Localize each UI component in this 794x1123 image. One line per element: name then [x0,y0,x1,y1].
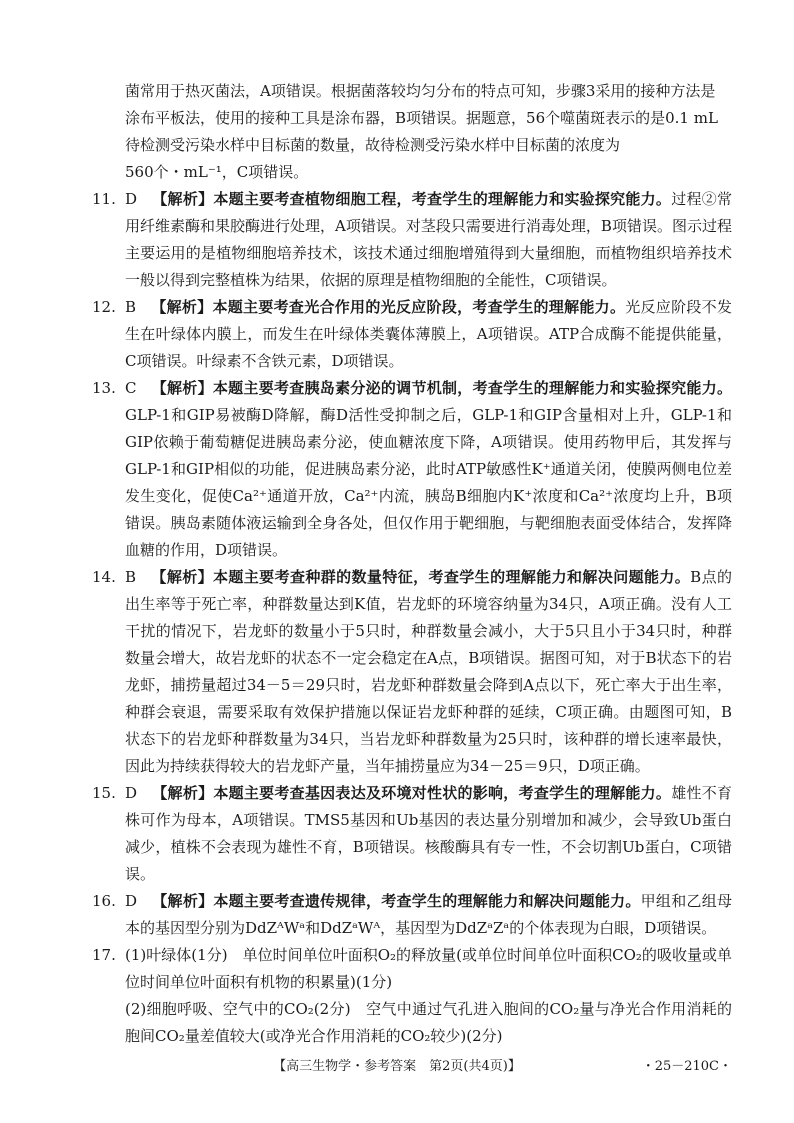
analysis-focus: 本题主要考查植物细胞工程，考查学生的理解能力和实验探究能力。 [213,190,672,208]
analysis-focus: 本题主要考查基因表达及环境对性状的影响，考查学生的理解能力。 [213,784,672,802]
sub-answer-1: (1)叶绿体(1分) 单位时间单位叶面积O₂的释放量(或单位时间单位叶面积CO₂的吸收量或单位时间单位叶面积有机物的积累量)(1分) [125,946,732,991]
text-line: 菌常用于热灭菌法，A项错误。根据菌落较均匀分布的特点可知，步骤3采用的接种方法是 [125,82,716,100]
answer-17 [92,942,732,1050]
answer-16 [92,888,732,942]
analysis-body: 过程②常用纤维素酶和果胶酶进行处理，A项错误。对茎段只需要进行消毒处理，B项错误。图示过程主要运用的是植物细胞培养技术，该技术通过细胞增殖得到大量细胞，而植物组织培养技术一般以得到完整植株为结果，依据的原理是植物细胞的全能性，C项错误。 [125,190,732,289]
answer-letter: D [125,892,138,910]
answer-12 [92,294,732,375]
analysis-focus: 本题主要考查胰岛素分泌的调节机制，考查学生的理解能力和实验探究能力。 [212,379,732,397]
analysis-body: GLP-1和GIP易被酶D降解，酶D活性受抑制之后，GLP-1和GIP含量相对上升，GLP-1和GIP依赖于葡萄糖促进胰岛素分泌，使血糖浓度下降，A项错误。使用药物甲后，其发挥与GLP-1和GIP相似的功能，促进胰岛素分泌，此时ATP敏感性K⁺通道关闭，使膜两侧电位差发生变化，促使Ca²⁺通道开放，Ca²⁺内流，胰岛B细胞内K⁺浓度和Ca²⁺浓度均上升，B项错误。胰岛素随体液运输到全身各处，但仅作用于靶细胞，与靶细胞表面受体结合，发挥降血糖的作用，D项错误。 [125,406,732,559]
analysis-focus: 本题主要考查遗传规律，考查学生的理解能力和解决问题能力。 [213,892,641,910]
sub-answer-2: (2)细胞呼吸、空气中的CO₂(2分) 空气中通过气孔进入胞间的CO₂量与净光合作用消耗的胞间CO₂量差值较大(或净光合作用消耗的CO₂较少)(2分) [125,1000,732,1045]
analysis-focus: 本题主要考查光合作用的光反应阶段，考查学生的理解能力。 [212,298,626,316]
continued-answer [92,78,732,186]
answer-letter: B [125,568,137,586]
analysis-body: 甲组和乙组母本的基因型分别为DdZᴬWᵃ和DdZᵃWᴬ，基因型为DdZᵃZᵃ的个体表现为白眼，D项错误。 [125,892,732,937]
footer-code: ・25－210C・ [641,1059,732,1074]
answer-letter: C [125,379,137,397]
text-line: 涂布平板法，使用的接种工具是涂布器，B项错误。据题意，56个噬菌斑表示的是0.1 mL [125,109,718,127]
answer-15 [92,780,732,888]
question-number: 16. [92,892,116,910]
question-number: 15. [92,784,116,802]
question-number: 12. [92,298,116,316]
question-number: 13. [92,379,116,397]
analysis-label: 【解析】 [152,784,214,802]
analysis-body: B点的出生率等于死亡率，种群数量达到K值，岩龙虾的环境容纳量为34只，A项正确。没有人工干扰的情况下，岩龙虾的数量小于5只时，种群数量会减小，大于5只且小于34只时，种群数量会增大，故岩龙虾的状态不一定会稳定在A点，B项错误。据图可知，对于B状态下的岩龙虾，捕捞量超过34－5＝29只时，岩龙虾种群数量会降到A点以下，死亡率大于出生率，种群会衰退，需要采取有效保护措施以保证岩龙虾种群的延续，C项正确。由题图可知，B状态下的岩龙虾种群数量为34只，当岩龙虾种群数量为25只时，该种群的增长速率最快，因此为持续获得较大的岩龙虾产量，当年捕捞量应为34－25＝9只，D项正确。 [125,568,732,775]
analysis-body: 雄性不育株可作为母本，A项错误。TMS5基因和Ub基因的表达量分别增加和减少，会导致Ub蛋白减少，植株不会表现为雄性不育，B项错误。核酸酶具有专一性，不会切割Ub蛋白，C项错误。 [125,784,732,883]
answer-11 [92,186,732,294]
answer-14 [92,564,732,780]
text-line: 560个・mL⁻¹，C项错误。 [125,163,309,181]
question-number: 14. [92,568,116,586]
question-number: 17. [92,946,116,964]
answer-letter: D [125,190,138,208]
analysis-label: 【解析】 [151,298,213,316]
analysis-label: 【解析】 [152,190,214,208]
footer-page-info: 【高三生物学・参考答案 第2页(共4页)】 [273,1059,521,1074]
analysis-label: 【解析】 [151,379,213,397]
answer-13 [92,375,732,564]
analysis-label: 【解析】 [152,892,214,910]
text-line: 待检测受污染水样中目标菌的数量，故待检测受污染水样中目标菌的浓度为 [125,136,621,154]
analysis-focus: 本题主要考查种群的数量特征，考查学生的理解能力和解决问题能力。 [213,568,691,586]
question-number: 11. [92,190,116,208]
analysis-body: 光反应阶段不发生在叶绿体内膜上，而发生在叶绿体类囊体薄膜上，A项错误。ATP合成酶不能提供能量，C项错误。叶绿素不含铁元素，D项错误。 [125,298,732,370]
answer-page [92,78,732,1050]
answer-letter: D [125,784,138,802]
analysis-label: 【解析】 [151,568,213,586]
answer-letter: B [125,298,137,316]
